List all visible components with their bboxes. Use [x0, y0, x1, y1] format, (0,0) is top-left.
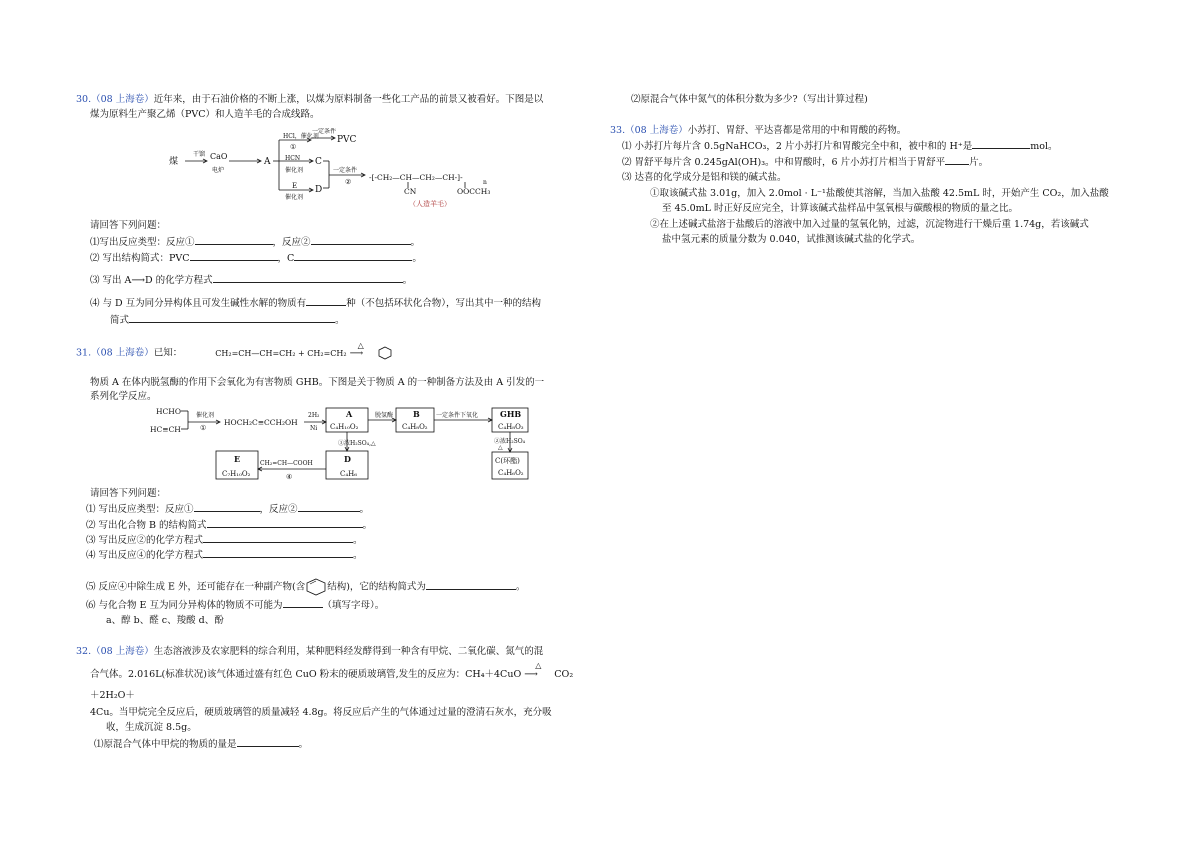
svg-text:B: B [413, 409, 420, 419]
svg-text:OOCCH₃: OOCCH₃ [457, 187, 491, 196]
svg-text:HC≡CH: HC≡CH [150, 425, 181, 434]
q30-q3: ⑶ 写出 A⟶D 的化学方程式 。 [90, 275, 413, 286]
q30-intro-line1 [76, 93, 543, 106]
svg-text:（人造羊毛）: （人造羊毛） [409, 200, 451, 208]
q32-q2: ⑵原混合气体中氮气的体积分数为多少?（写出计算过程) [631, 94, 868, 105]
q33-q3-part1-line2: 至 45.0mL 时正好反应完全，计算该碱式盐样品中氢氧根与碳酸根的物质的量之比。 [662, 203, 1019, 214]
q32-q1-blank[interactable] [237, 737, 299, 747]
svg-text:C: C [315, 157, 322, 167]
q31-reaction-diagram [148, 405, 538, 487]
svg-text:n: n [483, 179, 487, 186]
svg-text:②: ② [345, 178, 352, 186]
svg-text:2H₂: 2H₂ [308, 412, 320, 419]
q30-q4-cont: 简式 。 [110, 315, 345, 326]
q30-q2-blank1[interactable] [190, 251, 278, 261]
svg-text:PVC: PVC [337, 135, 357, 145]
svg-text:A: A [346, 409, 353, 419]
svg-text:催化剂: 催化剂 [285, 194, 304, 201]
svg-text:一定条件下氧化: 一定条件下氧化 [436, 412, 479, 419]
q31-ask: 请回答下列问题： [90, 488, 167, 499]
cyclohexene-icon [305, 578, 327, 596]
q30-q1-blank2[interactable] [311, 235, 411, 245]
q33-q2: ⑵ 胃舒平每片含 0.245gAl(OH)₃。中和胃酸时，6 片小苏打片相当于胃舒平 片。 [622, 157, 989, 168]
svg-text:HCl，催化剂: HCl，催化剂 [283, 133, 319, 140]
arrow-icon: ⟶ [131, 275, 146, 286]
svg-text:HOCH₂C≡CCH₂OH: HOCH₂C≡CCH₂OH [224, 418, 298, 427]
q31-q2: ⑵ 写出化合物 B 的结构简式 。 [86, 520, 373, 531]
svg-text:电炉: 电炉 [212, 167, 225, 174]
svg-text:GHB: GHB [500, 409, 522, 419]
q30-q1: ⑴写出反应类型：反应① ，反应② 。 [90, 237, 421, 248]
svg-text:E: E [292, 182, 298, 190]
q32-line5: 收，生成沉淀 8.5g。 [106, 722, 197, 733]
q33-q2-blank[interactable] [945, 155, 969, 165]
svg-text:C₄H₈O₃: C₄H₈O₃ [498, 423, 524, 431]
q33-q3-part2-line2: 盐中氢元素的质量分数为 0.040，试推测该碱式盐的化学式。 [662, 234, 921, 245]
cyclohexene-icon [377, 346, 393, 360]
q32-q1: ⑴原混合气体中甲烷的物质的量是 。 [94, 739, 309, 750]
svg-text:②浓H₂SO₄: ②浓H₂SO₄ [494, 438, 526, 445]
svg-text:C₄H₆: C₄H₆ [340, 470, 358, 478]
q33-q1: ⑴ 小苏打片每片含 0.5gNaHCO₃，2 片小苏打片和胃酸完全中和，被中和的 H⁺是 mol。 [622, 141, 1058, 152]
q30-source: （08 上海卷） [91, 94, 154, 105]
svg-text:③浓H₂SO₄,△: ③浓H₂SO₄,△ [338, 440, 376, 447]
q31-q4: ⑷ 写出反应④的化学方程式 。 [86, 550, 363, 561]
q31-intro-line2: 系列化学反应。 [90, 391, 157, 402]
q30-text: 近年来，由于石油价格的不断上涨，以煤为原料制备一些化工产品的前景又被看好。下图是以 [153, 94, 544, 105]
svg-text:E: E [234, 454, 241, 464]
q31-q5: ⑸ 反应④中除生成 E 外，还可能存在一种副产物(含 结构)，它的结构简式为 。 [86, 578, 525, 596]
q31-q6-blank[interactable] [283, 598, 323, 608]
q31-intro-line1: 物质 A 在体内脱氢酶的作用下会氧化为有害物质 GHB。下图是关于物质 A 的一种制备方法及由 A 引发的一 [90, 377, 545, 388]
svg-text:D: D [315, 185, 323, 195]
svg-text:干馏: 干馏 [193, 151, 206, 158]
svg-text:催化剂: 催化剂 [285, 167, 304, 174]
svg-text:C₄H₆O₂: C₄H₆O₂ [498, 469, 524, 477]
q31-options: a、醇 b、醛 c、羧酸 d、酚 [106, 615, 224, 626]
q31-header: 31.（08 上海卷）已知： CH₂=CH—CH=CH₂ + CH₂=CH₂ △ ⟶ [76, 346, 393, 360]
svg-text:④: ④ [286, 473, 293, 481]
q30-q2: ⑵ 写出结构简式：PVC ，C 。 [90, 253, 422, 264]
q31-q3-blank[interactable] [203, 533, 353, 543]
svg-text:CN: CN [404, 187, 417, 196]
svg-text:C(环酯): C(环酯) [495, 457, 520, 465]
svg-text:HCHO: HCHO [156, 407, 181, 416]
q31-q5-blank[interactable] [426, 580, 516, 590]
q33-q1-blank[interactable] [972, 139, 1030, 149]
svg-text:HCN: HCN [285, 155, 301, 162]
q32-line3: ＋2H₂O＋ [90, 690, 135, 701]
q31-q1: ⑴ 写出反应类型：反应① ，反应② 。 [86, 504, 370, 515]
svg-text:△: △ [498, 444, 503, 451]
q31-q2-blank[interactable] [207, 518, 363, 528]
svg-text:Ni: Ni [310, 425, 318, 432]
svg-text:一定条件: 一定条件 [333, 167, 358, 174]
svg-text:一定条件: 一定条件 [312, 128, 337, 135]
q30-synthesis-diagram [165, 128, 505, 214]
q30-coal: 煤 [169, 157, 179, 167]
q31-q6: ⑹ 与化合物 E 互为同分异构体的物质不可能为 （填写字母）。 [86, 600, 385, 611]
q31-q1-blank2[interactable] [298, 502, 360, 512]
q30-ask: 请回答下列问题： [90, 220, 167, 231]
q33-header: 33.（08 上海卷）小苏打、胃舒、平达喜都是常用的中和胃酸的药物。 [610, 125, 907, 136]
q30-q2-blank2[interactable] [294, 251, 412, 261]
svg-text:-[-CH₂—CH—CH₂—CH-]-: -[-CH₂—CH—CH₂—CH-]- [369, 173, 463, 182]
svg-text:①: ① [290, 143, 297, 151]
svg-text:C₇H₁₀O₂: C₇H₁₀O₂ [222, 470, 251, 478]
q32-line1: 32.（08 上海卷）生态溶液涉及农家肥料的综合利用，某种肥料经发酵得到一种含有甲烷、二氧化碳、氮气的混 [76, 646, 544, 657]
q32-line4: 4Cu。当甲烷完全反应后，硬质玻璃管的质量减轻 4.8g。将反应后产生的气体通过过量的澄清石灰水，充分吸 [90, 707, 552, 718]
q31-q3: ⑶ 写出反应②的化学方程式 。 [86, 535, 363, 546]
svg-text:CH₂=CH—COOH: CH₂=CH—COOH [260, 460, 313, 467]
q30-q1-blank1[interactable] [195, 235, 273, 245]
q33-q3-part2-line1: ②在上述碱式盐溶于盐酸后的溶液中加入过量的氢氧化钠，过滤，沉淀物进行干燥后重 1.74g，若该碱式 [650, 219, 1089, 230]
q30-q4-blank2[interactable] [129, 313, 335, 323]
svg-text:C₄H₁₀O₂: C₄H₁₀O₂ [330, 423, 359, 431]
q30-intro-line2: 煤为原料生产聚乙烯（PVC）和人造羊毛的合成线路。 [90, 109, 320, 120]
q30-q4: ⑷ 与 D 互为同分异构体且可发生碱性水解的物质有 种（不包括环状化合物），写出其中一种的结构 [90, 298, 541, 309]
q33-q3: ⑶ 达喜的化学成分是铝和镁的碱式盐。 [622, 172, 787, 183]
q31-q4-blank[interactable] [203, 548, 353, 558]
q32-line2: 合气体。2.016L(标准状况)该气体通过盛有红色 CuO 粉末的硬质玻璃管,发生的反应为：CH₄＋4CuO △ ⟶CO₂ [90, 661, 574, 680]
q30-q3-blank[interactable] [213, 273, 403, 283]
q33-q3-part1-line1: ①取该碱式盐 3.01g，加入 2.0mol · L⁻¹盐酸使其溶解，当加入盐酸 42.5mL 时，开始产生 CO₂，加入盐酸 [650, 188, 1109, 199]
q31-q1-blank1[interactable] [194, 502, 260, 512]
q30-number: 30. [76, 94, 92, 105]
svg-text:A: A [264, 157, 271, 167]
svg-text:①: ① [200, 424, 207, 432]
svg-text:C₄H₈O₂: C₄H₈O₂ [402, 423, 428, 431]
svg-text:催化剂: 催化剂 [196, 412, 215, 419]
q30-q4-blank1[interactable] [306, 296, 346, 306]
svg-text:D: D [344, 454, 351, 464]
svg-text:CaO: CaO [210, 152, 228, 161]
svg-text:脱氢酶: 脱氢酶 [375, 412, 394, 419]
